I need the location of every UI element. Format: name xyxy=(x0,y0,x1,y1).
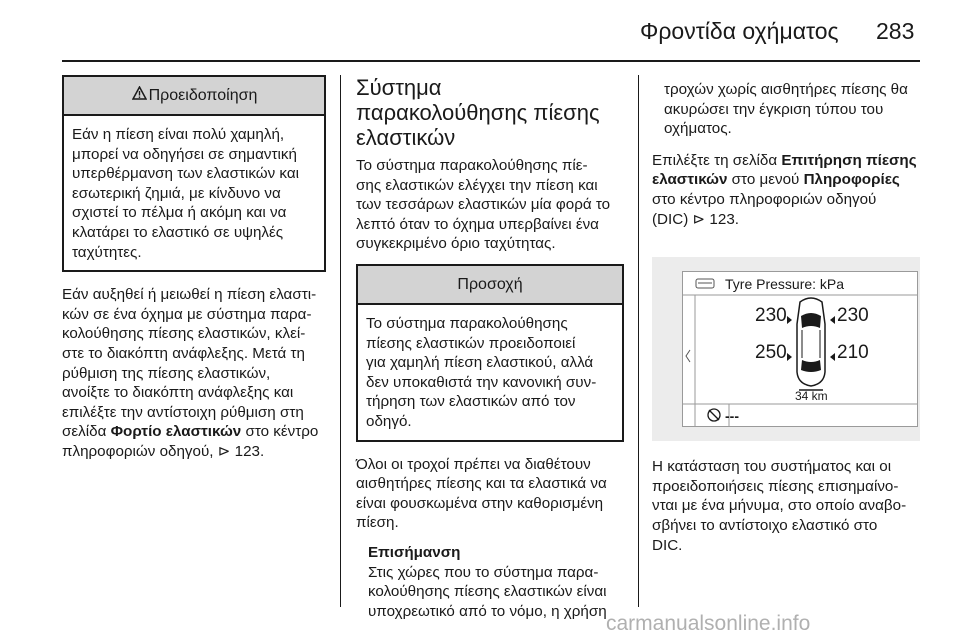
dic-title: Tyre Pressure: kPa xyxy=(725,276,845,293)
text-line: στε το διακόπτη ανάφλεξης. Μετά τη xyxy=(62,344,305,362)
front-left-pressure: 230 xyxy=(755,305,787,327)
text-line: κών σε ένα όχημα με σύστημα παρα- xyxy=(62,305,312,323)
info-menu-ref: Πληροφορίες xyxy=(803,171,900,189)
text-span: Επιλέξτε τη σελίδα xyxy=(652,151,782,169)
text-line: Στις χώρες που το σύστημα παρα- xyxy=(368,563,599,581)
text-line: πίεση. xyxy=(356,514,399,532)
intro-paragraph xyxy=(356,156,624,254)
text-line: συγκεκριμένο όριο ταχύτητας. xyxy=(356,235,556,253)
text-line xyxy=(652,170,922,190)
text-line: Η κατάσταση του συστήματος και οι xyxy=(652,458,892,476)
warning-box-title: Προειδοποίηση xyxy=(148,87,258,104)
select-page-paragraph xyxy=(652,151,922,229)
column-2 xyxy=(356,75,624,621)
column-divider xyxy=(340,75,341,607)
note-block xyxy=(356,543,624,621)
text-line: σβήνει το αντίστοιχο ελαστικό στο xyxy=(652,516,878,534)
text-line: Εάν η πίεση είναι πολύ χαμηλή, xyxy=(72,126,285,143)
front-right-pressure: 230 xyxy=(837,305,869,327)
tyre-load-page-ref: Φορτίο ελαστικών xyxy=(110,423,242,441)
dic-display-illustration xyxy=(652,257,920,441)
heading-line: Σύστημα xyxy=(356,75,442,100)
text-line: πίεσης ελαστικών προειδοποιεί xyxy=(366,334,576,352)
text-line: κλατάρει το ελαστικό σε υψηλές xyxy=(72,223,284,241)
text-line: ακυρώσει την έγκριση τύπου του xyxy=(664,100,884,118)
text-line: κολούθησης πίεσης ελαστικών είναι xyxy=(368,583,607,601)
text-line: προειδοποιήσεις πίεσης επισημαίνο- xyxy=(652,477,899,495)
section-heading xyxy=(356,75,624,150)
text-line: των τεσσάρων ελαστικών μία φορά το xyxy=(356,196,611,214)
header-rule xyxy=(62,60,920,62)
warning-box xyxy=(62,75,326,272)
text-line: μπορεί να οδηγήσει σε σημαντική xyxy=(72,145,297,163)
warning-box-header xyxy=(64,77,324,116)
text-line: DIC. xyxy=(652,536,683,554)
caution-box-body xyxy=(358,305,622,440)
text-line: ανοίξτε το διακόπτη ανάφλεξης και xyxy=(62,384,294,402)
heading-line: ελαστικών xyxy=(356,125,456,150)
text-line: τήρηση των ελαστικών από τον xyxy=(366,393,576,411)
rear-right-pressure: 210 xyxy=(837,342,869,364)
text-span: σελίδα xyxy=(62,423,111,441)
dic-screen xyxy=(682,271,918,427)
text-line: νται με ένα μήνυμα, στο οποίο αναβο- xyxy=(652,497,907,515)
text-line: Το σύστημα παρακολούθησης πίε- xyxy=(356,157,588,174)
text-line: κολούθησης πίεσης ελαστικών, κλεί- xyxy=(62,325,306,343)
text-line: τροχών χωρίς αισθητήρες πίεσης θα xyxy=(664,81,908,98)
tyre-load-paragraph xyxy=(62,285,326,461)
text-line: ταχύτητες. xyxy=(72,243,142,261)
tyre-monitoring-page-ref: ελαστικών xyxy=(652,171,728,189)
watermark: carmanualsonline.info xyxy=(606,612,811,635)
warning-box-body xyxy=(64,116,324,270)
text-line: πληροφοριών οδηγού, ⊳ 123. xyxy=(62,442,265,460)
bottom-status-value: --- xyxy=(725,408,739,425)
note-title: Επισήμανση xyxy=(368,543,461,561)
text-line: αισθητήρες πίεσης και τα ελαστικά να xyxy=(356,475,607,493)
text-line: Όλοι οι τροχοί πρέπει να διαθέτουν xyxy=(356,455,591,473)
text-line: εσωτερική ζημιά, με κίνδυνο να xyxy=(72,184,281,202)
caution-box-title: Προσοχή xyxy=(358,266,622,305)
tyre-monitoring-page-ref: Επιτήρηση πίεσης xyxy=(781,151,917,169)
status-paragraph xyxy=(652,457,922,555)
text-line: οδηγό. xyxy=(366,412,412,430)
text-line: οχήματος. xyxy=(664,120,732,138)
rear-left-pressure: 250 xyxy=(755,342,787,364)
text-span: στο κέντρο xyxy=(241,423,319,441)
warning-triangle-icon xyxy=(131,77,149,114)
running-header-title: Φροντίδα οχήματος xyxy=(640,18,839,44)
text-line: είναι φουσκωμένα στην καθορισμένη xyxy=(356,494,604,512)
text-span: στο μενού xyxy=(727,171,804,189)
text-line: υποχρεωτικό από το νόμο, η χρήση xyxy=(368,602,607,620)
text-line xyxy=(62,422,326,442)
text-line: Εάν αυξηθεί ή μειωθεί η πίεση ελαστι- xyxy=(62,286,317,304)
page-number: 283 xyxy=(876,18,915,44)
column-3 xyxy=(652,75,922,555)
text-line: στο κέντρο πληροφοριών οδηγού xyxy=(652,190,877,208)
text-line: Το σύστημα παρακολούθησης xyxy=(366,314,568,332)
text-line: λεπτό όταν το όχημα υπερβαίνει ένα xyxy=(356,215,599,233)
column-divider xyxy=(638,75,639,607)
heading-line: παρακολούθησης πίεσης xyxy=(356,100,600,125)
text-line: σχιστεί το πέλμα ή ακόμη και να xyxy=(72,204,287,222)
text-line xyxy=(652,151,922,171)
text-line: επιλέξτε την αντίστοιχη ρύθμιση στη xyxy=(62,403,304,421)
text-line: (DIC) ⊳ 123. xyxy=(652,210,739,228)
caution-box xyxy=(356,264,624,442)
text-line: για χαμηλή πίεση ελαστικού, αλλά xyxy=(366,354,594,372)
text-line: ρύθμιση της πίεσης ελαστικών, xyxy=(62,364,271,382)
sensors-paragraph xyxy=(356,455,624,533)
note-continuation xyxy=(652,80,922,139)
text-line: δεν υποκαθιστά την κανονική συν- xyxy=(366,373,597,391)
distance-readout: 34 km xyxy=(795,389,828,404)
column-1 xyxy=(62,75,326,462)
text-line: σης ελαστικών ελέγχει την πίεση και xyxy=(356,176,598,194)
text-line: υπερθέρμανση των ελαστικών και xyxy=(72,165,299,183)
